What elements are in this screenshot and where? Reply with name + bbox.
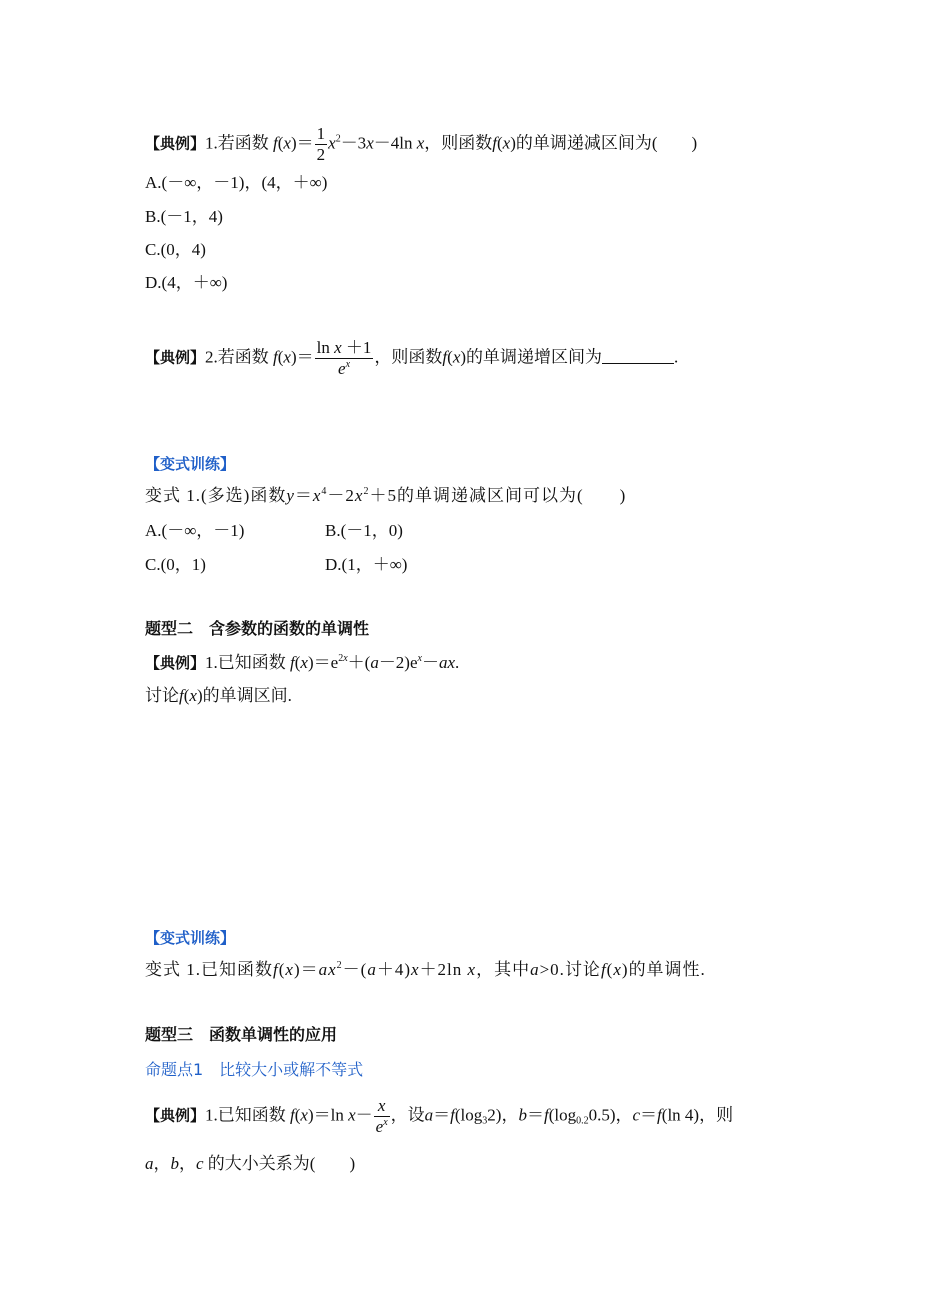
option-d: D.(1，＋∞) — [325, 555, 408, 574]
type-2-question-line-2: 讨论f(x)的单调区间. — [145, 686, 292, 705]
fraction: $\frac{x}{e^x}$ — [375, 1096, 388, 1136]
example-1-question: 【典例】1.若函数 f(x)＝ $\frac{1}{2}$ $x^2-3x-4\ln$ x，则函数f(x)的单调递减区间为( ) — [145, 124, 698, 164]
fraction: $\frac{1}{2}$ — [316, 124, 326, 164]
variation-2-question: 变式 1.已知函数$f(x)=ax^2-(a+4)x+2\ln$ x，其中a>0.讨论f(x)的单调性. — [145, 960, 706, 979]
option-b: B.(－1，0) — [325, 521, 403, 540]
example-tag: 【典例】 — [145, 654, 206, 672]
type-3-question: 【典例】1.已知函数 f(x)＝ln x－ $\frac{x}{e^x}$ ，设$a=f(\log_32)$，$b=f(\log_{0.2}0.5)$，c＝f(ln 4)，则 — [145, 1096, 734, 1136]
section-heading: 题型三 函数单调性的应用 — [145, 1025, 338, 1044]
variation-heading: 【变式训练】 — [145, 455, 236, 473]
section-heading: 题型二 含参数的函数的单调性 — [145, 619, 370, 638]
example-2-question: 【典例】2.若函数 f(x)＝ $\frac{\text{ln x ＋1}}{e^x}$ ，则函数f(x)的单调递增区间为 . — [145, 338, 679, 378]
example-tag: 【典例】 — [145, 1106, 206, 1125]
answer-blank — [602, 347, 674, 364]
type-3-question-line-2: a，b，c 的大小关系为( ) — [145, 1154, 356, 1173]
option-b: B.(－1，4) — [145, 207, 223, 226]
variation-1-question: 变式 1.(多选)函数$y=x^4-2x^2+5$的单调递减区间可以为( ) — [145, 486, 627, 505]
option-d: D.(4，＋∞) — [145, 273, 228, 292]
option-c: C.(0，1) — [145, 555, 206, 574]
type-2-question: 【典例】1.已知函数 $f(x)=e^{2x}+(a-2)e^x-ax$. — [145, 653, 460, 672]
fraction: $\frac{\text{ln x ＋1}}{e^x}$ — [316, 338, 372, 378]
example-tag: 【典例】 — [145, 348, 206, 367]
option-c: C.(0，4) — [145, 240, 206, 259]
variation-heading: 【变式训练】 — [145, 929, 236, 947]
option-a: A.(－∞，－1)，(4，＋∞) — [145, 173, 328, 192]
example-tag: 【典例】 — [145, 134, 206, 153]
subheading: 命题点1 比较大小或解不等式 — [145, 1060, 364, 1079]
option-a: A.(－∞，－1) — [145, 521, 245, 540]
